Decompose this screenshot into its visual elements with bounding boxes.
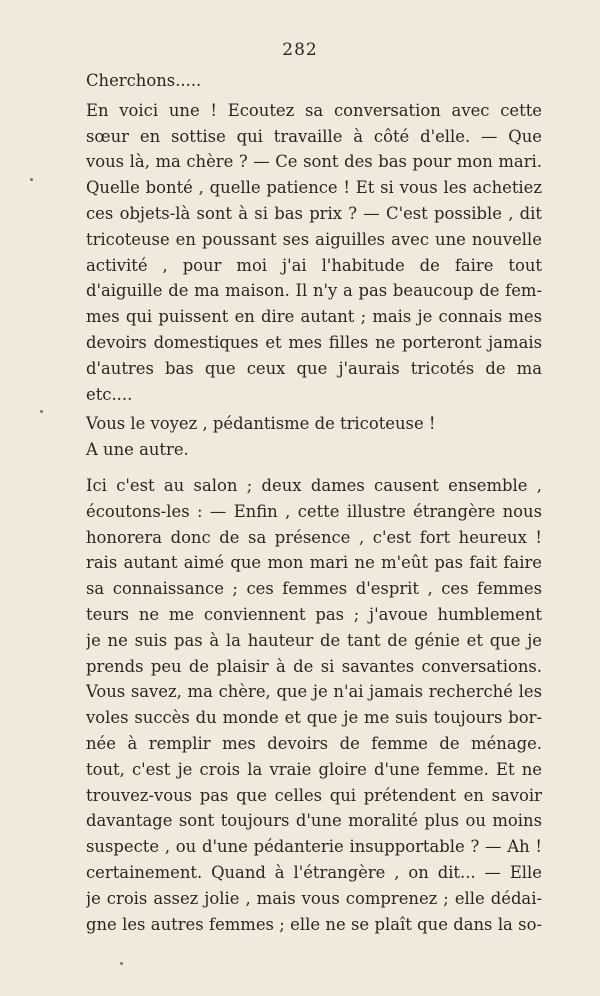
text-line: sœur en sottise qui travaille à côté d'elle. — Que xyxy=(86,126,542,146)
remark-block xyxy=(86,411,542,463)
text-line: teurs ne me conviennent pas ; j'avoue humblement xyxy=(86,604,542,624)
text-line: tricoteuse en poussant ses aiguilles avec une nouvelle xyxy=(86,229,542,249)
text-line: vous là, ma chère ? — Ce sont des bas pour mon mari. xyxy=(86,152,542,172)
text-line: voles succès du monde et que je me suis toujours bor- xyxy=(86,708,542,728)
text-line: je ne suis pas à la hauteur de tant de génie et que je xyxy=(86,630,542,650)
text-line: je crois assez jolie , mais vous comprenez ; elle dédai- xyxy=(86,888,542,908)
text-line: rais autant aimé que mon mari ne m'eût pas fait faire xyxy=(86,553,542,573)
text-line: née à remplir mes devoirs de femme de ménage. xyxy=(86,733,542,753)
paragraph-2 xyxy=(86,473,542,937)
text-line: écoutons-les : — Enfin , cette illustre étrangère nous xyxy=(86,501,542,521)
text-line: prends peu de plaisir à de si savantes conversations. xyxy=(86,656,542,676)
text-line: davantage sont toujours d'une moralité plus ou moins xyxy=(86,811,542,831)
text-line: devoirs domestiques et mes filles ne porteront jamais xyxy=(86,332,542,352)
text-line: honorera donc de sa présence , c'est fort heureux ! xyxy=(86,527,542,547)
page-number: 282 xyxy=(282,40,318,60)
text-line: tout, c'est je crois la vraie gloire d'une femme. Et ne xyxy=(86,759,542,779)
text-line: d'autres bas que ceux que j'aurais tricotés de ma xyxy=(86,358,542,378)
text-line: certainement. Quand à l'étrangère , on dit... — Elle xyxy=(86,862,542,882)
text-line: En voici une ! Ecoutez sa conversation avec cette xyxy=(86,100,542,120)
text-line: mes qui puissent en dire autant ; mais je connais mes xyxy=(86,307,542,327)
next-line: A une autre. xyxy=(86,440,189,460)
text-line: Ici c'est au salon ; deux dames causent ensemble , xyxy=(86,475,542,495)
page-text xyxy=(86,68,542,937)
heading-line: Cherchons..... xyxy=(86,71,202,90)
text-line: suspecte , ou d'une pédanterie insupportable ? — Ah ! xyxy=(86,837,542,857)
text-line: Vous savez, ma chère, que je n'ai jamais recherché les xyxy=(86,682,542,702)
paper-speck xyxy=(40,410,43,413)
paper-speck xyxy=(30,178,33,181)
text-line: d'aiguille de ma maison. Il n'y a pas beaucoup de fem- xyxy=(86,281,542,301)
paragraph-1 xyxy=(86,98,542,408)
text-line: Quelle bonté , quelle patience ! Et si vous les achetiez xyxy=(86,178,542,198)
text-line: sa connaissance ; ces femmes d'esprit , ces femmes xyxy=(86,579,542,599)
paper-speck xyxy=(120,962,123,965)
text-line: ces objets-là sont à si bas prix ? — C'est possible , dit xyxy=(86,203,542,223)
text-line: activité , pour moi j'ai l'habitude de faire tout xyxy=(86,255,542,275)
remark-line: Vous le voyez , pédantisme de tricoteuse ! xyxy=(86,414,436,434)
text-line: etc.... xyxy=(86,384,133,404)
text-line: gne les autres femmes ; elle ne se plaît que dans la so- xyxy=(86,914,542,934)
text-line: trouvez-vous pas que celles qui prétendent en savoir xyxy=(86,785,542,805)
